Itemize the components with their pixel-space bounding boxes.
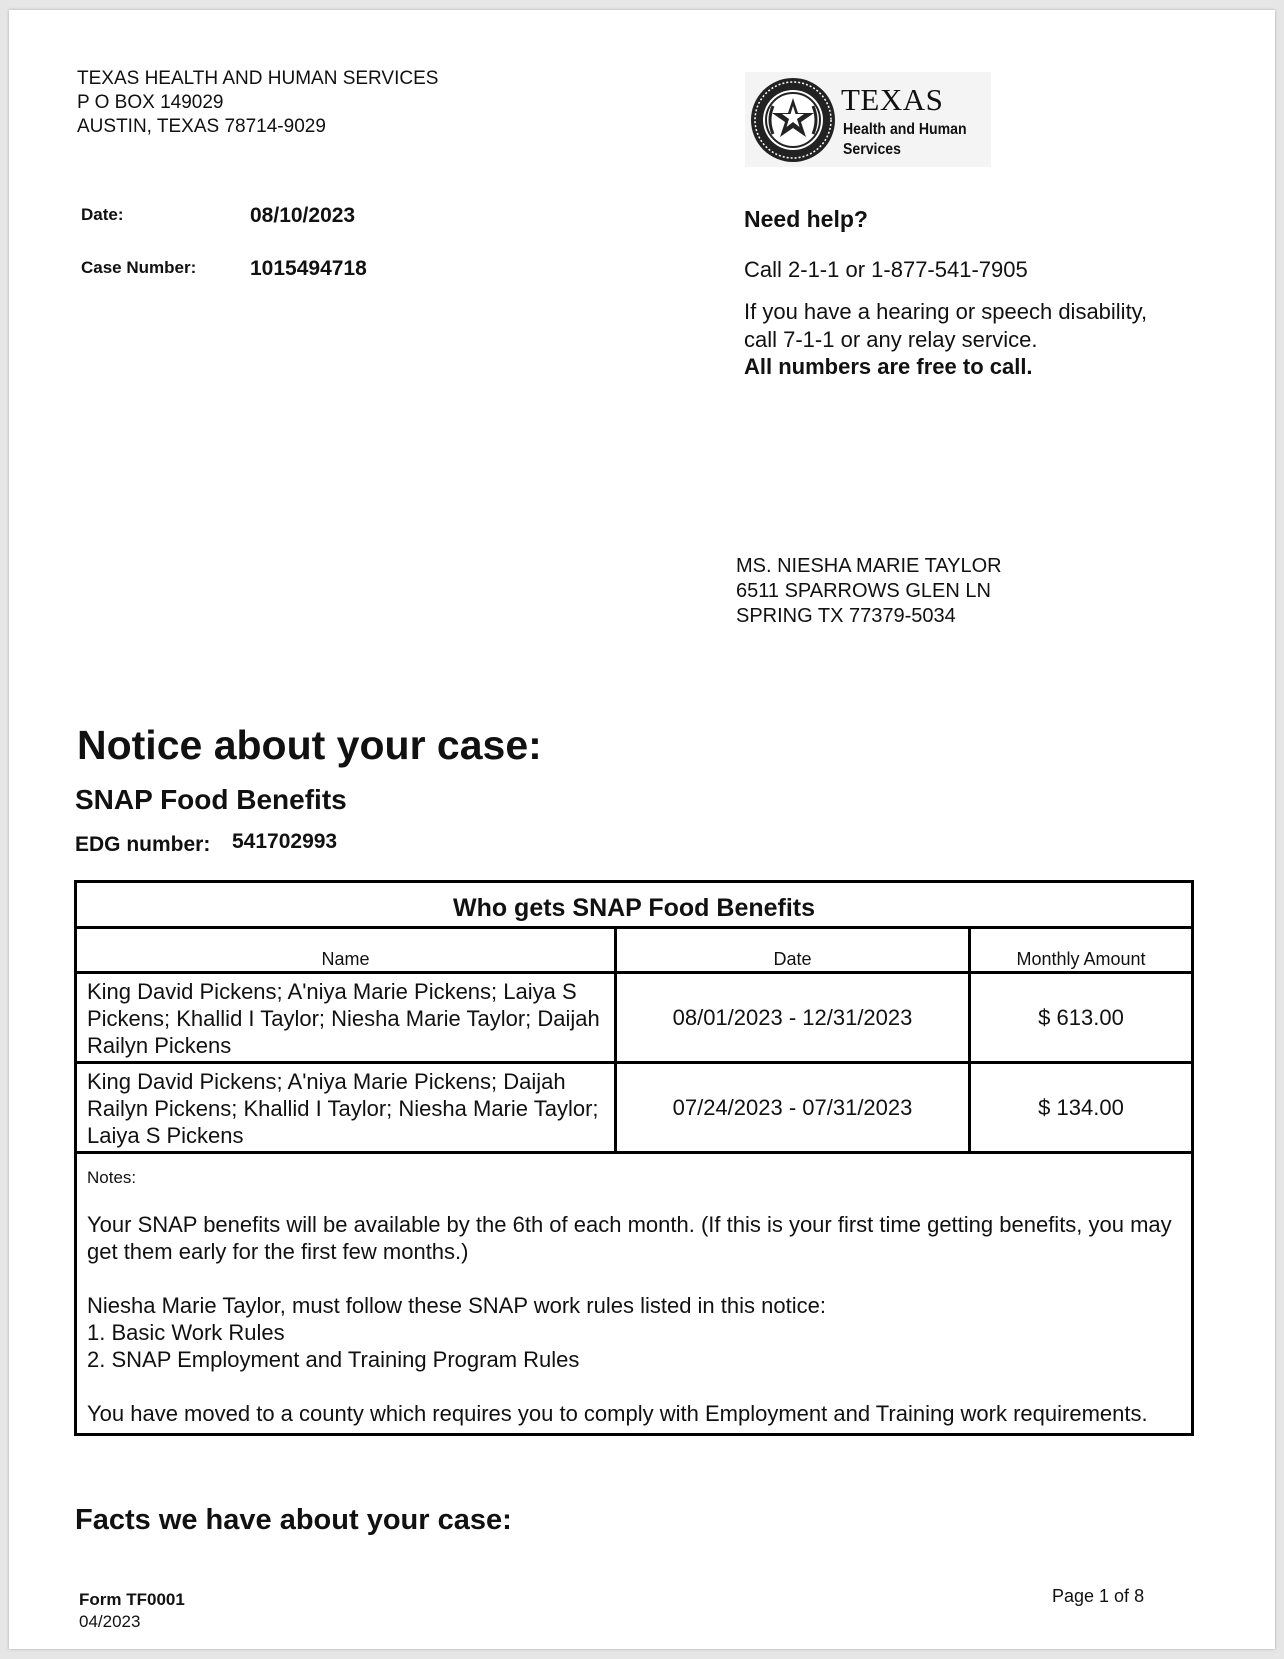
table-row xyxy=(77,1064,1191,1154)
page-number: Page 1 of 8 xyxy=(1052,1586,1145,1606)
form-id xyxy=(79,1589,185,1633)
work-rules-intro: Niesha Marie Taylor, must follow these SNAP work rules listed in this notice: xyxy=(87,1293,826,1318)
sender-line: AUSTIN, TEXAS 78714-9029 xyxy=(77,116,326,137)
program-title: SNAP Food Benefits xyxy=(75,784,347,815)
row-date: 07/24/2023 - 07/31/2023 xyxy=(617,1064,971,1151)
recipient-address xyxy=(736,554,1002,629)
logo-title: TEXAS xyxy=(841,82,944,117)
help-phone: Call 2-1-1 or 1-877-541-7905 xyxy=(744,257,1028,282)
notes-paragraph: You have moved to a county which requires you to comply with Employment and Training work requirements. xyxy=(87,1401,1148,1426)
table-title: Who gets SNAP Food Benefits xyxy=(77,883,1191,929)
notes-label: Notes: xyxy=(87,1168,137,1187)
table-notes xyxy=(77,1154,1191,1433)
facts-title: Facts we have about your case: xyxy=(75,1504,512,1536)
help-title: Need help? xyxy=(744,206,868,232)
form-date: 04/2023 xyxy=(79,1612,141,1631)
work-rule-item: 2. SNAP Employment and Training Program Rules xyxy=(87,1347,580,1372)
work-rules-block xyxy=(87,1292,1179,1373)
date-value: 08/10/2023 xyxy=(250,204,356,227)
recipient-street: 6511 SPARROWS GLEN LN xyxy=(736,580,991,602)
logo-subtitle: Services xyxy=(843,141,901,158)
edg-label: EDG number: xyxy=(75,833,211,856)
case-number-value: 1015494718 xyxy=(250,257,367,280)
row-names: King David Pickens; A'niya Marie Pickens; Laiya S Pickens; Khallid I Taylor; Niesha Marie Taylor; Daijah Railyn Pickens xyxy=(77,974,617,1061)
table-header-row xyxy=(77,929,1191,974)
row-amount: $ 613.00 xyxy=(1038,1004,1124,1030)
sender-line: P O BOX 149029 xyxy=(77,92,224,113)
hhs-logo xyxy=(745,72,991,167)
notes-paragraph: Your SNAP benefits will be available by the 6th of each month. (If this is your first time getting benefits, you may get them early for the first few months.) xyxy=(87,1212,1172,1264)
recipient-city: SPRING TX 77379-5034 xyxy=(736,605,956,627)
row-date: 08/01/2023 - 12/31/2023 xyxy=(617,974,971,1061)
table-row xyxy=(77,974,1191,1064)
notice-page xyxy=(9,10,1275,1649)
work-rule-item: 1. Basic Work Rules xyxy=(87,1320,285,1345)
column-header-date: Date xyxy=(617,929,971,971)
row-names: King David Pickens; A'niya Marie Pickens; Daijah Railyn Pickens; Khallid I Taylor; Niesha Marie Taylor; Laiya S Pickens xyxy=(77,1064,617,1151)
notice-title: Notice about your case: xyxy=(77,722,542,768)
sender-address xyxy=(77,67,438,139)
sender-line: TEXAS HEALTH AND HUMAN SERVICES xyxy=(77,68,439,89)
texas-seal-icon xyxy=(749,76,837,164)
logo-subtitle: Health and Human xyxy=(843,121,967,138)
date-label: Date: xyxy=(81,205,124,224)
case-number-label: Case Number: xyxy=(81,258,197,277)
column-header-amount: Monthly Amount xyxy=(1016,949,1146,969)
edg-value: 541702993 xyxy=(232,830,338,853)
help-disability-text: If you have a hearing or speech disability, call 7-1-1 or any relay service. xyxy=(744,299,1148,352)
recipient-name: MS. NIESHA MARIE TAYLOR xyxy=(736,555,1002,577)
form-number: Form TF0001 xyxy=(79,1590,185,1609)
row-amount: $ 134.00 xyxy=(1038,1094,1124,1120)
help-free-text: All numbers are free to call. xyxy=(744,354,1033,379)
column-header-name: Name xyxy=(77,929,617,971)
benefits-table xyxy=(74,880,1194,1436)
